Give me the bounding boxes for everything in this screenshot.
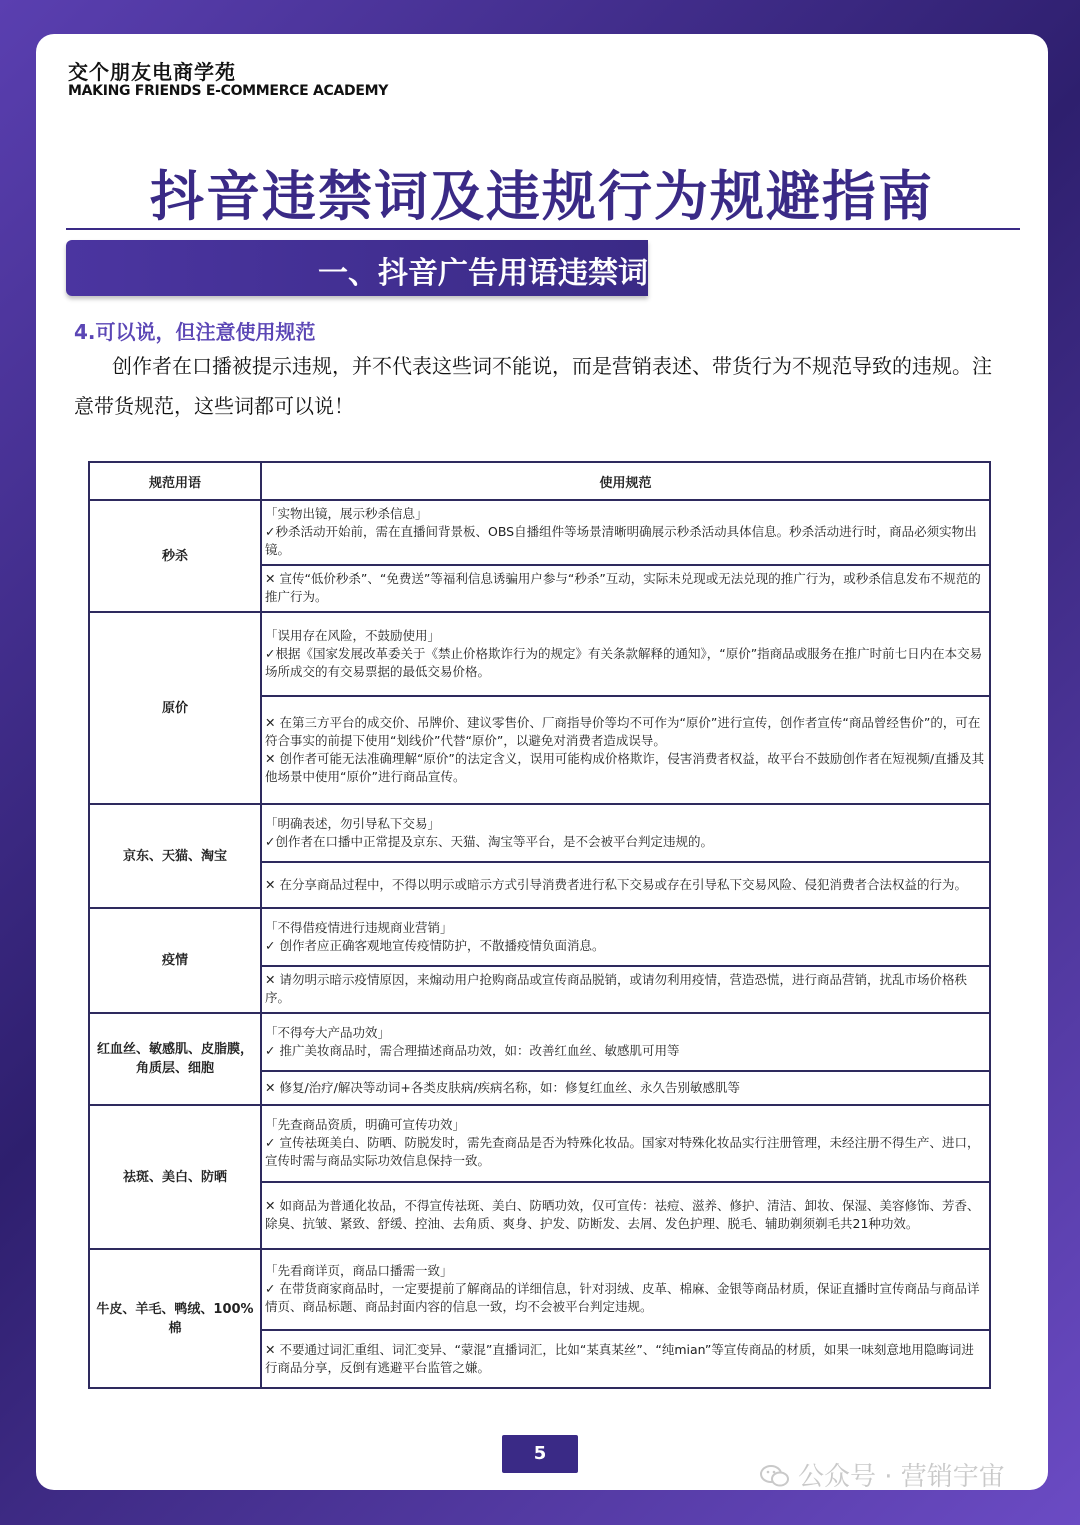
rule-forbidden-text-2: ✕ 创作者可能无法准确理解“原价”的法定含义，误用可能构成价格欺诈，侵害消费者权益，故平台不鼓励创作者在短视频/直播及其他场景中使用“原价”进行商品宣传。: [265, 750, 985, 784]
rule-allowed-text: ✓ 推广美妆商品时，需合理描述商品功效，如：改善红血丝、敏感肌可用等: [265, 1042, 680, 1058]
do-cell: [261, 1105, 990, 1182]
page-title: 抖音违禁词及违规行为规避指南: [150, 165, 934, 228]
watermark: [760, 1456, 1005, 1493]
term-cell: 牛皮、羊毛、鸭绒、100%棉: [89, 1249, 261, 1388]
dont-cell: ✕ 如商品为普通化妆品，不得宣传祛斑、美白、防晒功效，仅可宣传：祛痘、滋养、修护、清洁、卸妆、保湿、美容修饰、芳香、除臭、抗皱、紧致、舒缓、控油、去角质、爽身、护发、防断发、去屑、发色护理、脱毛、辅助剃须剃毛共21种功效。: [261, 1182, 990, 1249]
intro-paragraph: 创作者在口播被提示违规，并不代表这些词不能说，而是营销表述、带货行为不规范导致的违规。注意带货规范，这些词都可以说！: [74, 354, 992, 418]
rule-title: 「不得夸大产品功效」: [265, 1024, 391, 1040]
dont-cell: ✕ 在分享商品过程中，不得以明示或暗示方式引导消费者进行私下交易或存在引导私下交易风险、侵犯消费者合法权益的行为。: [261, 862, 990, 908]
do-cell: [261, 804, 990, 862]
wechat-icon: [760, 1464, 790, 1488]
watermark-text: 公众号 · 营销宇宙: [798, 1462, 1005, 1492]
rule-title: 「明确表述，勿引导私下交易」: [265, 815, 441, 831]
dont-cell: ✕ 请勿明示暗示疫情原因，来煽动用户抢购商品或宣传商品脱销，或请勿利用疫情，营造恐慌，进行商品营销，扰乱市场价格秩序。: [261, 966, 990, 1013]
table-row: [89, 908, 990, 966]
brand-name-en: MAKING FRIENDS E-COMMERCE ACADEMY: [68, 83, 389, 99]
dont-cell: [261, 696, 990, 804]
table-row: [89, 1013, 990, 1071]
dont-cell: ✕ 修复/治疗/解决等动词+各类皮肤病/疾病名称，如：修复红血丝、永久告别敏感肌等: [261, 1071, 990, 1105]
rule-title: 「先查商品资质，明确可宣传功效」: [265, 1117, 466, 1132]
sub-heading: 4.可以说，但注意使用规范: [74, 320, 316, 344]
term-cell: 京东、天猫、淘宝: [89, 804, 261, 908]
do-cell: [261, 612, 990, 696]
rule-title: 「误用存在风险，不鼓励使用」: [265, 627, 441, 643]
rule-title: 「不得借疫情进行违规商业营销」: [265, 919, 453, 935]
rules-table: [88, 461, 991, 1389]
brand-name-cn: 交个朋友电商学苑: [68, 60, 236, 84]
table-row: [89, 1105, 990, 1182]
table-row: [89, 804, 990, 862]
term-cell: 红血丝、敏感肌、皮脂膜，角质层、细胞: [89, 1013, 261, 1105]
rule-title: 「先看商详页，商品口播需一致」: [265, 1263, 453, 1278]
rule-allowed-text: ✓创作者在口播中正常提及京东、天猫、淘宝等平台，是不会被平台判定违规的。: [265, 833, 713, 849]
term-cell: 原价: [89, 612, 261, 804]
section-banner: [66, 240, 648, 296]
section-title: 一、抖音广告用语违禁词: [318, 256, 648, 291]
rule-forbidden-text: ✕ 在第三方平台的成交价、吊牌价、建议零售价、厂商指导价等均不可作为“原价”进行宣传，创作者宣传“商品曾经售价”的，可在符合事实的前提下使用“划线价”代替“原价”，以避免对消费者造成误导。: [265, 714, 981, 748]
rule-allowed-text: ✓根据《国家发展改革委关于《禁止价格欺诈行为的规定》有关条款解释的通知》，“原价”指商品或服务在推广时前七日内在本交易场所成交的有交易票据的最低交易价格。: [265, 645, 983, 679]
title-divider: [66, 228, 1020, 230]
header-usage: 使用规范: [261, 462, 990, 500]
table-row: [89, 1249, 990, 1330]
page-number: 5: [502, 1435, 578, 1473]
rule-allowed-text: ✓ 在带货商家商品时，一定要提前了解商品的详细信息，针对羽绒、皮革、棉麻、金银等商品材质，保证直播时宣传商品与商品详情页、商品标题、商品封面内容的信息一致，均不会被平台判定违规。: [265, 1281, 980, 1314]
rule-allowed-text: ✓ 创作者应正确客观地宣传疫情防护，不散播疫情负面消息。: [265, 937, 605, 953]
dont-cell: ✕ 宣传“低价秒杀”、“免费送”等福利信息诱骗用户参与“秒杀”互动，实际未兑现或无法兑现的推广行为，或秒杀信息发布不规范的推广行为。: [261, 565, 990, 612]
do-cell: [261, 908, 990, 966]
rule-allowed-text: ✓ 宣传祛斑美白、防晒、防脱发时，需先查商品是否为特殊化妆品。国家对特殊化妆品实行注册管理，未经注册不得生产、进口，宣传时需与商品实际功效信息保持一致。: [265, 1135, 980, 1168]
table-row: [89, 500, 990, 565]
term-cell: 祛斑、美白、防晒: [89, 1105, 261, 1249]
term-cell: 疫情: [89, 908, 261, 1013]
dont-cell: ✕ 不要通过词汇重组、词汇变异、“蒙混”直播词汇，比如“某真某丝”、“纯mian”等宣传商品的材质，如果一味刻意地用隐晦词进行商品分享，反倒有逃避平台监管之嫌。: [261, 1330, 990, 1388]
header-term: 规范用语: [89, 462, 261, 500]
rule-allowed-text: ✓秒杀活动开始前，需在直播间背景板、OBS自播组件等场景清晰明确展示秒杀活动具体信息。秒杀活动进行时，商品必须实物出镜。: [265, 524, 977, 557]
do-cell: [261, 500, 990, 565]
do-cell: [261, 1013, 990, 1071]
table-row: [89, 612, 990, 696]
rule-title: 「实物出镜，展示秒杀信息」: [265, 506, 428, 521]
term-cell: 秒杀: [89, 500, 261, 612]
table-header-row: [89, 462, 990, 500]
document-sheet: [36, 34, 1048, 1490]
do-cell: [261, 1249, 990, 1330]
